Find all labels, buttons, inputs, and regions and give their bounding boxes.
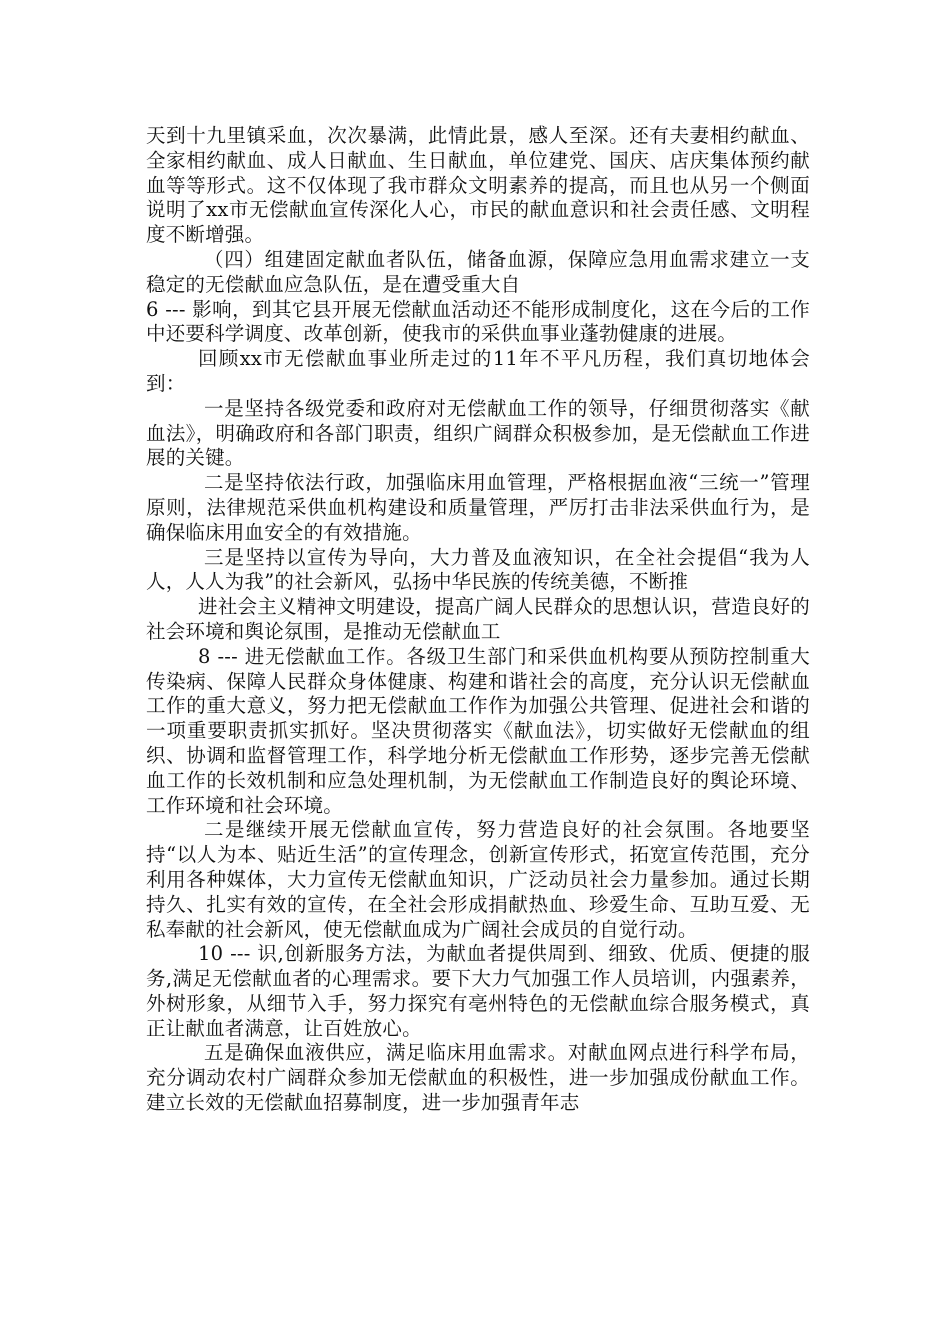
paragraph-page8-fragment: 8 --- 进无偿献血工作。各级卫生部门和采供血机构要从预防控制重大传染病、保障人民群众身体健康、构建和谐社会的高度，充分认识无偿献血工作的重大意义，努力把无偿献血工作作为加强公共管理、促进社会和谐的一项重要职责抓实抓好。坚决贯彻落实《献血法》，切实做好无偿献血的组织、协调和监督管理工作，科学地分析无偿献血工作形势，逐步完善无偿献血工作的长效机制和应急处理机制，为无偿献血工作制造良好的舆论环境、工作环境和社会环境。 [146,644,810,817]
paragraph-blood-drive-forms: 天到十九里镇采血，次次暴满，此情此景，感人至深。还有夫妻相约献血、全家相约献血、成人日献血、生日献血，单位建党、国庆、店庆集体预约献血等等形式。这不仅体现了我市群众文明素养的提高，而且也从另一个侧面说明了xx市无偿献血宣传深化人心，市民的献血意识和社会责任感、文明程度不断增强。 [146,124,810,247]
paragraph-point-one: 一是坚持各级党委和政府对无偿献血工作的领导，仔细贯彻落实《献血法》，明确政府和各部门职责，组织广阔群众积极参加，是无偿献血工作进展的关键。 [146,396,810,470]
document-body [146,124,810,1116]
paragraph-page10-fragment: 10 --- 识,创新服务方法，为献血者提供周到、细致、优质、便捷的服务,满足无偿献血者的心理需求。要下大力气加强工作人员培训，内强素养，外树形象，从细节入手，努力探究有亳州特色的无偿献血综合服务模式，真正让献血者满意，让百姓放心。 [146,942,810,1040]
paragraph-blood-supply: 五是确保血液供应，满足临床用血需求。对献血网点进行科学布局，充分调动农村广阔群众参加无偿献血的积极性，进一步加强成份献血工作。建立长效的无偿献血招募制度，进一步加强青年志 [146,1041,810,1115]
paragraph-review: 回顾xx市无偿献血事业所走过的11年不平凡历程，我们真切地体会到： [146,347,810,395]
paragraph-point-two: 二是坚持依法行政，加强临床用血管理，严格根据血液“三统一”管理原则，法律规范采供血机构建设和质量管理，严厉打击非法采供血行为，是确保临床用血安全的有效措施。 [146,471,810,544]
paragraph-point-three: 三是坚持以宣传为导向，大力普及血液知识，在全社会提倡“我为人人，人人为我”的社会新风，弘扬中华民族的传统美德，不断推 [146,545,810,594]
paragraph-emergency-team: （四）组建固定献血者队伍，储备血源，保障应急用血需求建立一支稳定的无偿献血应急队伍，是在遭受重大自 [146,247,810,296]
paragraph-page6-fragment: 6 --- 影响，到其它县开展无偿献血活动还不能形成制度化，这在今后的工作中还要科学调度、改革创新，使我市的采供血事业蓬勃健康的进展。 [146,297,810,346]
paragraph-civilization: 进社会主义精神文明建设，提高广阔人民群众的思想认识，营造良好的社会环境和舆论氛围，是推动无偿献血工 [146,595,810,643]
paragraph-publicity: 二是继续开展无偿献血宣传，努力营造良好的社会氛围。各地要坚持“以人为本、贴近生活”的宣传理念，创新宣传形式，拓宽宣传范围，充分利用各种媒体，大力宣传无偿献血知识，广泛动员社会力量参加。通过长期持久、扎实有效的宣传，在全社会形成捐献热血、珍爱生命、互助互爱、无私奉献的社会新风，使无偿献血成为广阔社会成员的自觉行动。 [146,818,810,941]
